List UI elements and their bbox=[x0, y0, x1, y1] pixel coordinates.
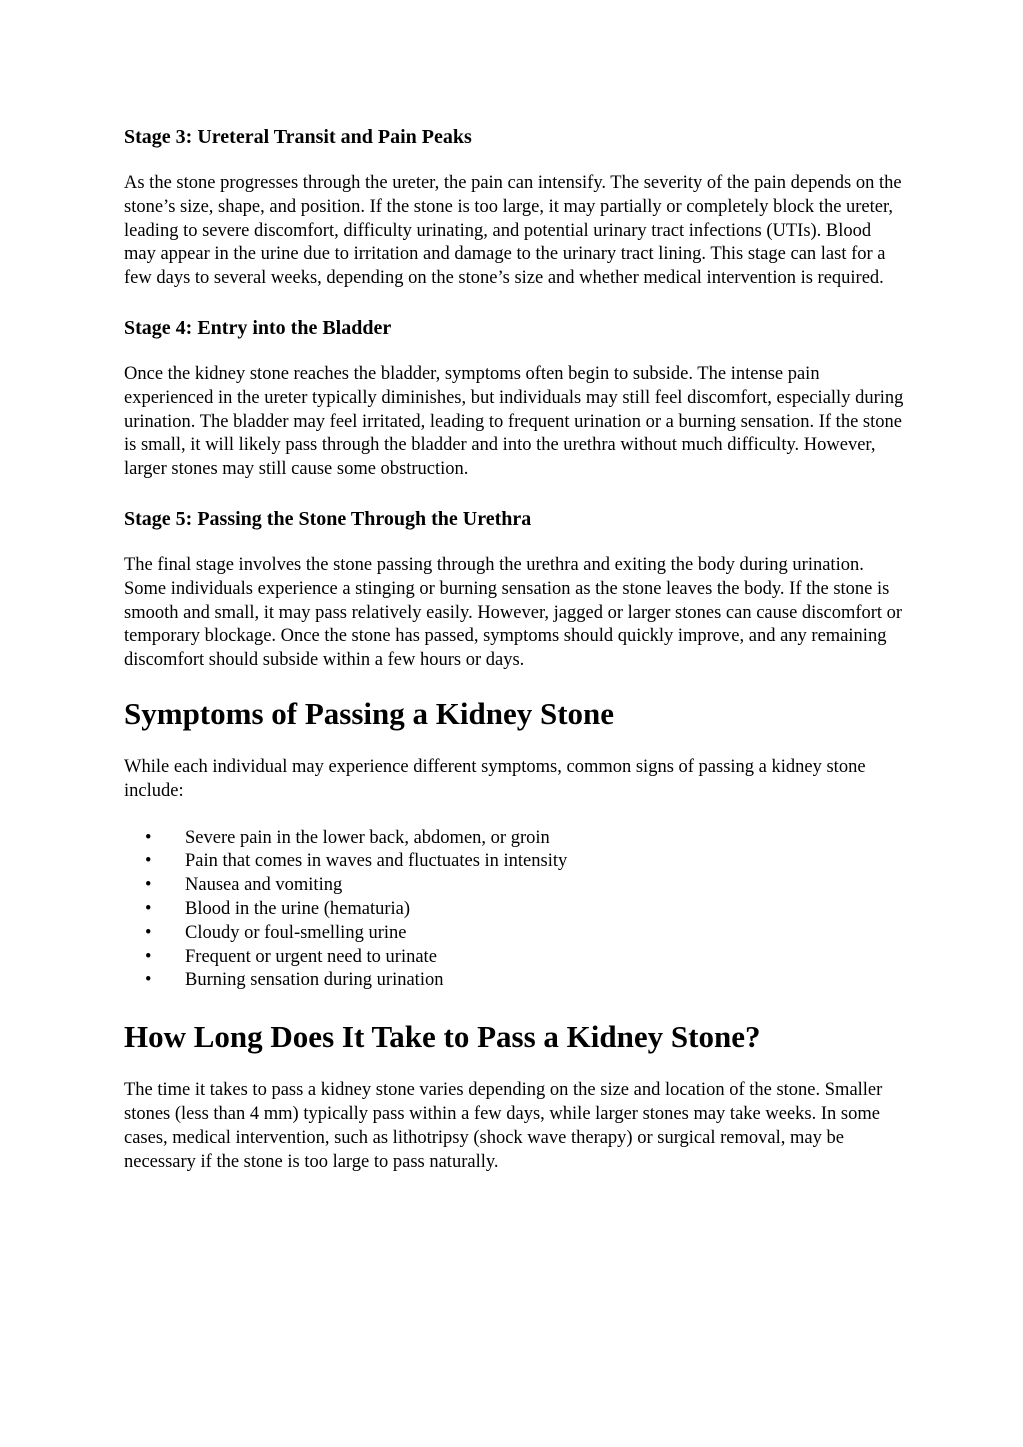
bullet-icon: • bbox=[145, 970, 152, 991]
stage3-paragraph: As the stone progresses through the ureter, the pain can intensify. The severity of the pain depends on the stone’s size, shape, and position. If the stone is too large, it may partially or completely block the ureter, leading to severe discomfort, difficulty urinating, and potential urinary tract infections (UTIs). Blood may appear in the urine due to irritation and damage to the urinary tract lining. This stage can last for a few days to several weeks, depending on the stone’s size and whether medical intervention is required. bbox=[124, 173, 902, 289]
list-item-text: Cloudy or foul-smelling urine bbox=[185, 922, 407, 943]
document-page bbox=[124, 124, 904, 1174]
symptoms-heading: Symptoms of Passing a Kidney Stone bbox=[124, 695, 615, 731]
list-item-text: Blood in the urine (hematuria) bbox=[185, 898, 411, 919]
bullet-icon: • bbox=[145, 875, 152, 896]
list-item bbox=[124, 946, 904, 970]
list-item bbox=[124, 850, 904, 874]
stage5-paragraph: The final stage involves the stone passing through the urethra and exiting the body during urination. Some individuals experience a stinging or burning sensation as the stone leaves the body. If the stone is smooth and small, it may pass relatively easily. However, jagged or larger stones can cause discomfort or temporary blockage. Once the stone has passed, symptoms should quickly improve, and any remaining discomfort should subside within a few hours or days. bbox=[124, 554, 903, 671]
stage4-paragraph: Once the kidney stone reaches the bladder, symptoms often begin to subside. The intense pain experienced in the ureter typically diminishes, but individuals may still feel discomfort, especially during urination. The bladder may feel irritated, leading to frequent urination or a burning sensation. If the stone is small, it will likely pass through the bladder and into the urethra without much difficulty. However, larger stones may still cause some obstruction. bbox=[124, 363, 904, 480]
duration-paragraph: The time it takes to pass a kidney stone varies depending on the size and location of the stone. Smaller stones (less than 4 mm) typically pass within a few days, while larger stones may take weeks. In some cases, medical intervention, such as lithotripsy (shock wave therapy) or surgical removal, may be necessary if the stone is too large to pass naturally. bbox=[124, 1080, 883, 1172]
bullet-icon: • bbox=[145, 827, 152, 848]
stage3-heading: Stage 3: Ureteral Transit and Pain Peaks bbox=[124, 126, 472, 148]
duration-heading: How Long Does It Take to Pass a Kidney Stone? bbox=[124, 1019, 761, 1055]
stage4-heading: Stage 4: Entry into the Bladder bbox=[124, 316, 392, 339]
symptoms-list bbox=[124, 827, 904, 994]
list-item-text: Nausea and vomiting bbox=[185, 875, 343, 896]
bullet-icon: • bbox=[145, 922, 152, 943]
list-item-text: Pain that comes in waves and fluctuates in intensity bbox=[185, 851, 568, 872]
bullet-icon: • bbox=[145, 898, 152, 919]
bullet-icon: • bbox=[145, 946, 152, 967]
symptoms-intro: While each individual may experience different symptoms, common signs of passing a kidney stone include: bbox=[124, 756, 866, 801]
list-item bbox=[124, 922, 904, 946]
list-item bbox=[124, 898, 904, 922]
list-item bbox=[124, 827, 904, 851]
list-item-text: Burning sensation during urination bbox=[185, 970, 444, 991]
list-item bbox=[124, 874, 904, 898]
bullet-icon: • bbox=[145, 851, 152, 872]
stage5-heading: Stage 5: Passing the Stone Through the Urethra bbox=[124, 507, 532, 530]
list-item bbox=[124, 969, 904, 993]
list-item-text: Severe pain in the lower back, abdomen, or groin bbox=[185, 827, 550, 848]
list-item-text: Frequent or urgent need to urinate bbox=[185, 946, 437, 967]
